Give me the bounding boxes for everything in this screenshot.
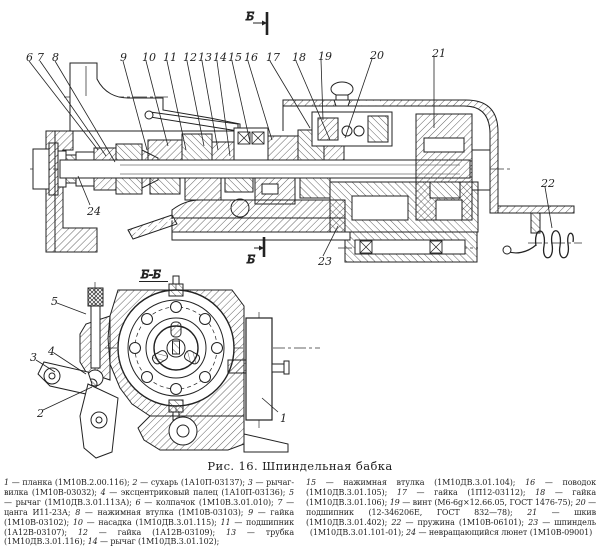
part-entry: 13 — трубка (1М10ДВ.3.01.116) <box>4 527 294 547</box>
spring-assembly <box>498 206 574 258</box>
section-cut-marker-bottom <box>246 237 264 266</box>
leader-line <box>167 61 186 150</box>
callout-number: 3 <box>30 351 37 364</box>
callout-number: 20 <box>370 49 384 62</box>
spring-coil <box>536 231 574 258</box>
part-entry: 5 — рычаг (1М10ДВ.3.01.113А) <box>4 487 294 507</box>
leader-line <box>57 303 86 314</box>
callout-number: 15 <box>228 51 242 64</box>
base-plate <box>172 218 350 240</box>
lower-housing <box>330 182 478 262</box>
callout-number: 23 <box>318 255 332 268</box>
bottom-foot <box>138 416 288 452</box>
callout-number: 24 <box>87 205 101 218</box>
cut-letter-bottom: Б <box>247 253 256 266</box>
leader-line <box>187 61 204 146</box>
callout-number: 18 <box>292 51 306 64</box>
part-entry: 23 — шпиндель (1М10ДВ.3.01.101-01) <box>309 517 596 537</box>
leader-line <box>270 61 310 128</box>
part-entry: 6 — колпачок (1М10В.3.01.010) <box>135 497 272 507</box>
callout-number: 11 <box>163 51 177 64</box>
callout-number: 6 <box>26 51 33 64</box>
callout-number: 14 <box>213 51 227 64</box>
callout-number: 8 <box>52 51 59 64</box>
parts-list <box>0 478 600 547</box>
figure-title: Рис. 16. Шпиндельная бабка <box>207 459 393 473</box>
figure-caption <box>0 459 600 547</box>
callout-number: 12 <box>183 51 197 64</box>
view-label-text: Б-Б <box>141 268 161 281</box>
part-entry: 4 — эксцентриковый палец (1А10П-03136) <box>100 487 283 497</box>
part-entry: 9 — гайка (1М10В-03102) <box>4 507 294 527</box>
part-entry: 7 — цанга И11-23А <box>4 497 295 517</box>
part-entry: 17 — гайка (1П12-03112) <box>396 487 523 497</box>
callout-number: 9 <box>120 51 127 64</box>
callout-number: 7 <box>37 51 44 64</box>
section-view-label <box>139 268 168 282</box>
lower-mechanism <box>150 178 345 218</box>
callout-number: 2 <box>37 407 44 420</box>
part-entry: 19 — винт (М6-6g×12.66.05, ГОСТ 1476-75) <box>389 497 571 507</box>
parts-column-1: 1 — планка (1М10В.2.00.116); 2 — сухарь (1А10П-03137); 3 — рычаг-вилка (1М10В-03032); 4 — эксцентриковый палец (1А10П-03136); 5 — рычаг (1М10ДВ.3.01.113А); 6 — колпачок (1М10В.3.01.010); 7 — цанга И11-23А; 8 — нажимная втулка (1М10В-03103); 9 — гайка (1М10В-03102); 10 — насадка (1М10ДВ.3.01.115); 11 — подшипник (1А12В-03107); 12 — гайка (1А12В-03109); 13 — трубка (1М10ДВ.3.01.116); 14 — рычаг (1М10ДВ.3.01.102); <box>4 478 295 547</box>
top-section-view <box>30 10 582 266</box>
part-entry: 11 — подшипник (1А12В-03107) <box>4 517 294 537</box>
parts-column-2: 15 — нажимная втулка (1М10ДВ.3.01.104); 16 — поводок (1М10ДВ.3.01.105); 17 — гайка (1П12-03112); 18 — гайка (1М10ДВ.3.01.106); 19 — винт (М6-6g×12.66.05, ГОСТ 1476-75); 20 — подшипник (12-346206Е, ГОСТ 832—78); 21 — шкив (1М10ДВ.3.01.402); 22 — пружина (1М10В-06101); 23 — шпиндель (1М10ДВ.3.01.101-01); 24 — невращающийся люнет (1М10В-09001) <box>306 478 597 537</box>
callout-number: 13 <box>198 51 212 64</box>
callout-number: 19 <box>318 50 332 63</box>
part-entry: 18 — гайка (1М10ДВ.3.01.106) <box>306 487 596 507</box>
callout-number: 5 <box>51 295 58 308</box>
handle-knob <box>331 82 353 106</box>
part-entry: 12 — гайка (1А12В-03109) <box>77 527 213 537</box>
diagonal-handle <box>128 215 177 239</box>
cut-letter-top: Б <box>246 10 255 23</box>
part-entry: 3 — рычаг-вилка (1М10В-03032) <box>4 478 294 497</box>
part-entry: 15 — нажимная втулка (1М10ДВ.3.01.104) <box>306 478 513 487</box>
part-entry: 21 — шкив (1М10ДВ.3.01.402) <box>306 507 596 527</box>
leader-line <box>321 60 323 120</box>
part-entry: 22 — пружина (1М10В-06101) <box>391 517 522 527</box>
part-entry: 2 — сухарь (1А10П-03137) <box>132 478 243 487</box>
part-entry: 20 — подшипник (12-346206Е, ГОСТ 832—78) <box>306 497 597 517</box>
part-entry: 1 — планка (1М10В.2.00.116) <box>4 478 128 487</box>
callout-number: 22 <box>541 177 555 190</box>
part-entry: 10 — насадка (1М10ДВ.3.01.115) <box>72 517 215 527</box>
part-entry: 8 — нажимная втулка (1М10В-03103) <box>75 507 241 517</box>
section-cut-marker-top <box>245 10 267 35</box>
part-entry: 16 — поводок (1М10ДВ.3.01.105) <box>306 478 596 497</box>
part-entry: 14 — рычаг (1М10ДВ.3.01.102) <box>87 537 217 547</box>
callout-number: 21 <box>432 47 446 60</box>
callout-number: 10 <box>142 51 156 64</box>
bottom-section-view <box>38 268 320 458</box>
callout-number: 4 <box>48 345 55 358</box>
callout-number: 16 <box>244 51 258 64</box>
callout-number: 1 <box>280 412 287 425</box>
part-entry: 24 — невращающийся люнет (1М10В-09001) <box>406 527 593 537</box>
callout-number: 17 <box>266 51 280 64</box>
